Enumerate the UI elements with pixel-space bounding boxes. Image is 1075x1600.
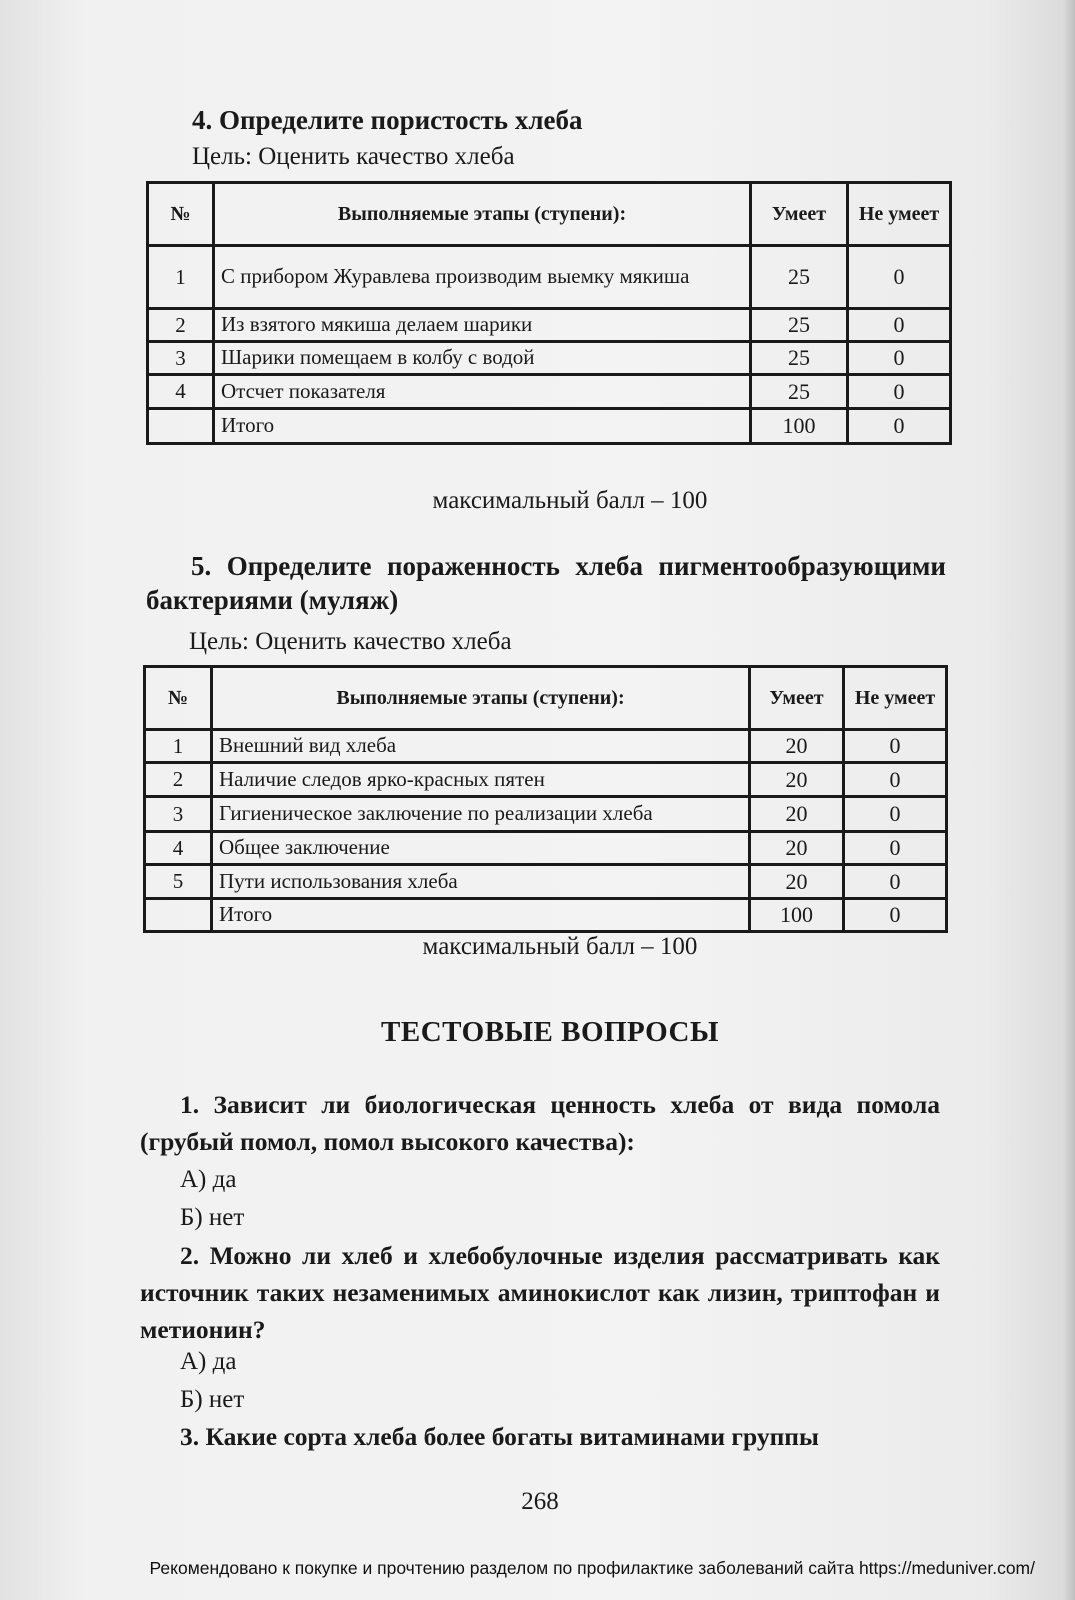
row-cannot: 0: [848, 246, 951, 309]
section-5-table: [143, 665, 948, 933]
row-cannot: 0: [844, 797, 947, 832]
row-text: Общее заключение: [212, 832, 750, 865]
row-num: 3: [145, 797, 212, 832]
table-row: [148, 246, 951, 309]
row-text: Итого: [214, 409, 751, 444]
row-can: 20: [750, 832, 844, 865]
row-can: 20: [750, 730, 844, 763]
row-num: 1: [148, 246, 214, 309]
header-cannot: Не умеет: [848, 183, 951, 246]
row-num: 4: [148, 375, 214, 409]
question-2-answer-b: Б) нет: [180, 1386, 245, 1413]
header-num: №: [145, 667, 212, 730]
row-can: 25: [751, 342, 848, 375]
row-can: 20: [750, 865, 844, 899]
table-row: [145, 832, 947, 865]
row-num: 4: [145, 832, 212, 865]
table-header-row: [145, 667, 947, 730]
question-2-answer-a: А) да: [180, 1348, 237, 1375]
table-row: [148, 375, 951, 409]
row-text: Наличие следов ярко-красных пятен: [212, 763, 750, 797]
row-num: 3: [148, 342, 214, 375]
row-text: Итого: [212, 899, 750, 932]
row-text: Из взятого мякиша делаем шарики: [214, 309, 751, 342]
header-can: Умеет: [750, 667, 844, 730]
section-4-max-score: максимальный балл – 100: [432, 487, 708, 514]
table-total-row: [145, 899, 947, 932]
table-row: [145, 797, 947, 832]
question-1-answer-a: А) да: [180, 1166, 237, 1193]
header-cannot: Не умеет: [844, 667, 947, 730]
row-can: 20: [750, 763, 844, 797]
row-text: Гигиеническое заключение по реализации хлеба: [212, 797, 750, 832]
tests-title: ТЕСТОВЫЕ ВОПРОСЫ: [381, 1016, 719, 1048]
table-row: [145, 763, 947, 797]
row-can: 25: [751, 309, 848, 342]
row-num: [148, 409, 214, 444]
row-cannot: 0: [844, 899, 947, 932]
question-1-answer-b: Б) нет: [180, 1204, 245, 1231]
section-4-table: [146, 181, 952, 445]
row-num: 5: [145, 865, 212, 899]
section-5-title: 5. Определите пораженность хлеба пигментообразующими бактериями (муляж): [146, 551, 946, 615]
question-2: 2. Можно ли хлеб и хлебобулочные изделия рассматривать как источник таких незаменимых аминокислот как лизин, триптофан и метионин?: [140, 1241, 940, 1344]
table-row: [148, 309, 951, 342]
row-can: 25: [751, 246, 848, 309]
table-row: [145, 730, 947, 763]
row-num: 2: [145, 763, 212, 797]
row-cannot: 0: [844, 730, 947, 763]
row-cannot: 0: [844, 763, 947, 797]
header-can: Умеет: [751, 183, 848, 246]
row-cannot: 0: [848, 309, 951, 342]
table-row: [148, 342, 951, 375]
table-total-row: [148, 409, 951, 444]
table-row: [145, 865, 947, 899]
page-number: 268: [521, 1488, 559, 1515]
row-text: Внешний вид хлеба: [212, 730, 750, 763]
row-num: 1: [145, 730, 212, 763]
section-5-max-score: максимальный балл – 100: [422, 933, 698, 960]
row-num: [145, 899, 212, 932]
footer-recommendation: Рекомендовано к покупке и прочтению разделом по профилактике заболеваний сайта https://meduniver.com/: [149, 1558, 1035, 1578]
page-edge-shadow: [1063, 0, 1075, 1600]
row-cannot: 0: [844, 832, 947, 865]
row-text: С прибором Журавлева производим выемку мякиша: [214, 246, 751, 309]
section-4-title: 4. Определите пористость хлеба: [192, 105, 583, 135]
section-4-goal: Цель: Оценить качество хлеба: [192, 143, 515, 170]
header-step: Выполняемые этапы (ступени):: [214, 183, 751, 246]
row-can: 100: [750, 899, 844, 932]
row-cannot: 0: [844, 865, 947, 899]
row-num: 2: [148, 309, 214, 342]
row-text: Шарики помещаем в колбу с водой: [214, 342, 751, 375]
row-cannot: 0: [848, 342, 951, 375]
row-can: 20: [750, 797, 844, 832]
header-num: №: [148, 183, 214, 246]
question-3: 3. Какие сорта хлеба более богаты витаминами группы: [180, 1422, 819, 1451]
row-can: 25: [751, 375, 848, 409]
row-can: 100: [751, 409, 848, 444]
question-1: 1. Зависит ли биологическая ценность хлеба от вида помола (грубый помол, помол высокого качества):: [140, 1090, 940, 1156]
row-cannot: 0: [848, 375, 951, 409]
section-5-goal: Цель: Оценить качество хлеба: [189, 628, 512, 655]
row-text: Отсчет показателя: [214, 375, 751, 409]
row-cannot: 0: [848, 409, 951, 444]
header-step: Выполняемые этапы (ступени):: [212, 667, 750, 730]
table-header-row: [148, 183, 951, 246]
row-text: Пути использования хлеба: [212, 865, 750, 899]
